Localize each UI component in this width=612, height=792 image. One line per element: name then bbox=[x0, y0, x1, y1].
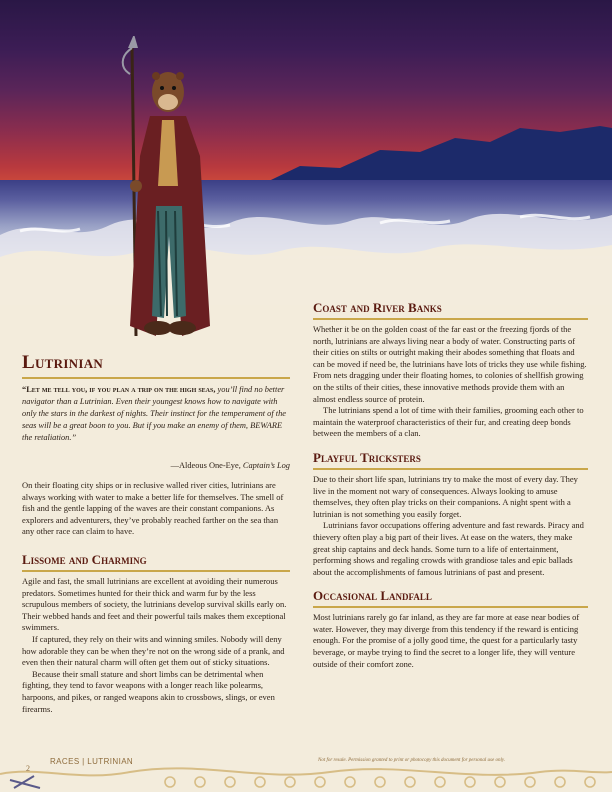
quote-lead: “Let me tell you, if you plan a trip on the high seas, bbox=[22, 385, 216, 394]
page-number: 2 bbox=[26, 764, 30, 773]
right-column bbox=[313, 300, 588, 670]
coast-paragraph-2: The lutrinians spend a lot of time with their families, grooming each other to maintain the waterproof characteristics of their fur, and creating deep bonds between the members of a clan. bbox=[313, 405, 584, 439]
heading-playful-tricksters: Playful Tricksters bbox=[313, 449, 421, 465]
lutrinian-illustration bbox=[112, 36, 224, 366]
left-column bbox=[22, 480, 290, 715]
lissome-paragraph-1: Agile and fast, the small lutrinians are excellent at avoiding their numerous predators. Sometimes hunted for their thick and warm fur by the less scrupulous members of society, the lutrinians develop survival skills early on. Their webbed hands and feet and their powerful tails makes them exceptional swimmers. bbox=[22, 575, 287, 633]
playful-paragraph-1: Due to their short life span, lutrinians try to make the most of every day. They live in the moment not wary of consequences. Always looking to amuse themselves, they often play tricks on their companions. A night spent with a lutrinian is not something you easily forget. bbox=[313, 473, 578, 519]
title-divider bbox=[22, 377, 290, 379]
quote-attribution-source: Captain’s Log bbox=[242, 461, 290, 470]
section-divider bbox=[313, 606, 588, 608]
quote-body: you’ll find no better navigator than a Lutrinian. Even their youngest knows how to navigate with only the stars in the darkest of nights. Their instinct for the temperament of the seas will be a great boon to you. But if you make an enemy of them, BEWARE the retaliation.” bbox=[22, 385, 287, 442]
heading-coast-and-river-banks: Coast and River Banks bbox=[313, 300, 442, 315]
heading-lissome-and-charming: Lissome and Charming bbox=[22, 551, 147, 567]
landfall-paragraph-1: Most lutrinians rarely go far inland, as they are far more at ease near bodies of water. However, they may diverge from this tendency if the reward is enticing enough. For the promise of a jolly good time, the quest for a particularly tasty beverage, or maybe trying to find the secret to a longer life, they will venture outside of their comfort zone. bbox=[313, 612, 580, 669]
quote-attribution-name: —Aldeous One-Eye, bbox=[170, 461, 241, 470]
section-divider bbox=[22, 570, 290, 572]
quote-attribution bbox=[22, 461, 290, 470]
wave-foam bbox=[0, 195, 612, 305]
heading-occasional-landfall: Occasional Landfall bbox=[313, 588, 432, 604]
epigraph-quote bbox=[22, 384, 290, 444]
footer-running-head: RACES | LUTRINIAN bbox=[50, 757, 134, 766]
section-divider bbox=[313, 468, 588, 470]
footer-legal-notice: Not for resale. Permission granted to print or photocopy this document for personal use only. bbox=[318, 758, 506, 763]
coast-paragraph-1: Whether it be on the golden coast of the far east or the freezing fjords of the north, lutrinians are always living near a body of water. Constructing parts of their cities on stilts or outright making their abodes something that floats and can be moved if need be, the lutrinians have lots of tricks they use while fishing. From nets dragging under their floating homes, to colonies of shellfish growing on the stilts of their cities, these innovative methods provide them with an almost endless source of protein. bbox=[313, 324, 587, 404]
lissome-paragraph-3: Because their small stature and short limbs can be detrimental when fighting, they tend to favor weapons with a longer reach like polearms, harpoons, and pikes, or ranged weapons akin to crossbows, slings, or even firearms. bbox=[22, 668, 275, 714]
page-title: Lutrinian bbox=[22, 352, 104, 373]
intro-paragraph: On their floating city ships or in reclusive walled river cities, lutrinians are always working with water to make a better life for themselves. The smell of fish and the gentle lapping of the waves are their constant companions. As explorers and adventurers, they’ve probably reached farther on the sea than any other race can claim to have. bbox=[22, 480, 284, 537]
playful-paragraph-2: Lutrinians favor occupations offering adventure and fast rewards. Piracy and thievery often play a big part of their lives. At ease on the waters, they make great ship captains and deck hands. Some turn to a life of entertainment, performing shows and regaling crowds with grandiose tales and epic ballads about the accomplishments of famous lutrinians of past and present. bbox=[313, 520, 584, 577]
lissome-paragraph-2: If captured, they rely on their wits and winning smiles. Nobody will deny how adorable they can be when they’re not on the wrong side of a prank, and even then their natural charm will often get them out of sticky situations. bbox=[22, 633, 285, 668]
section-divider bbox=[313, 318, 588, 320]
